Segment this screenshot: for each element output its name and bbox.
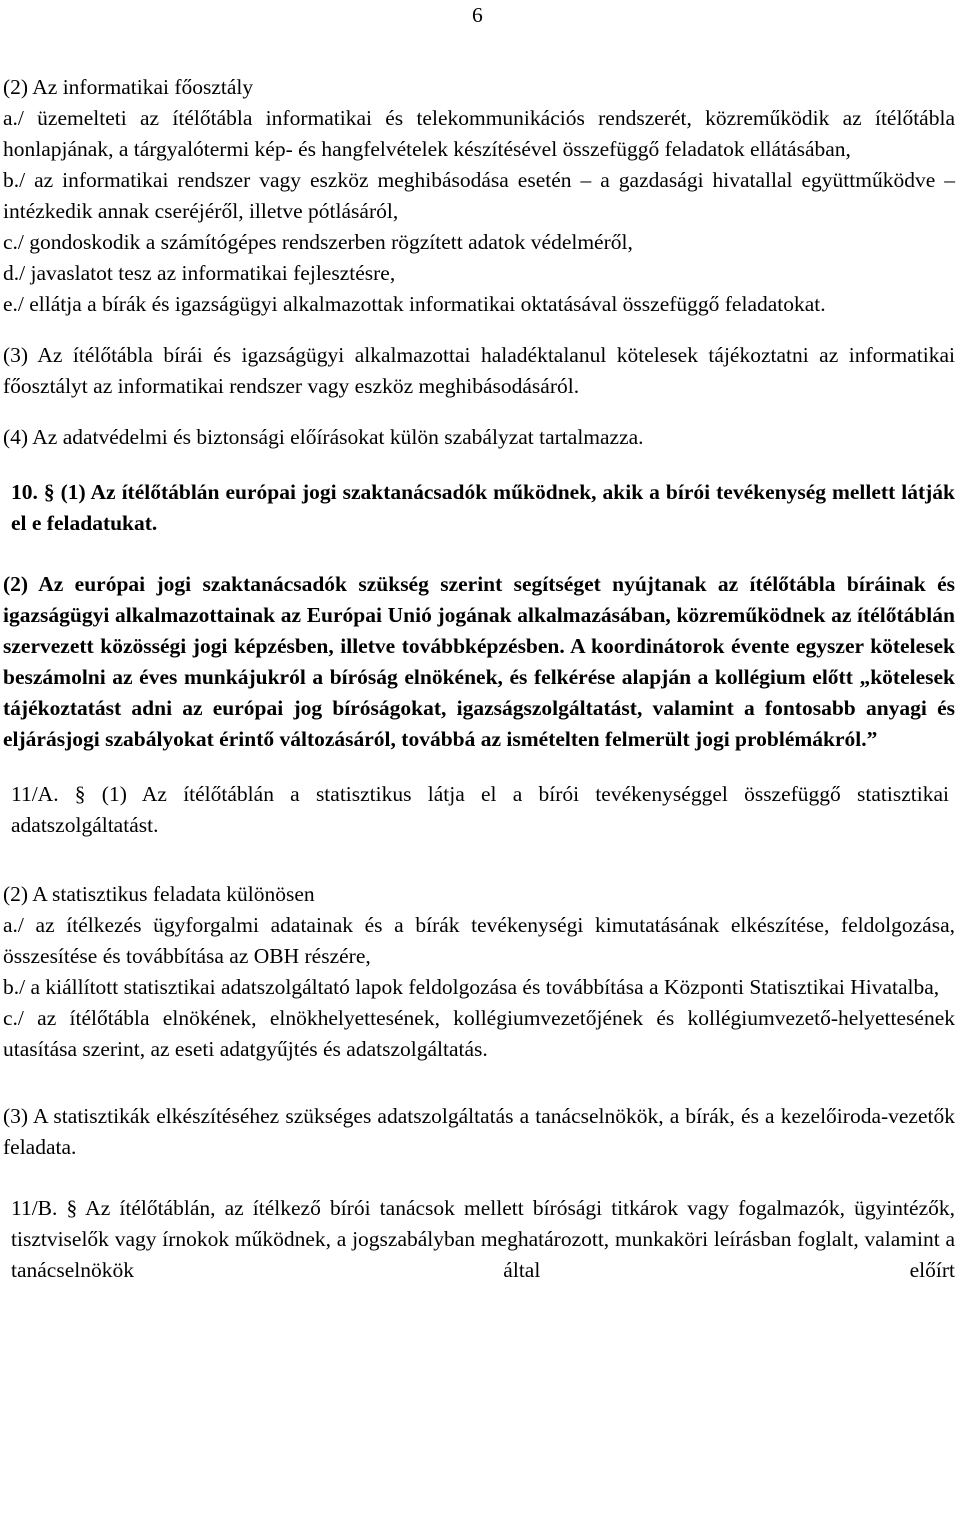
paragraph-4: (4) Az adatvédelmi és biztonsági előírásokat külön szabályzat tartalmazza. <box>3 425 644 449</box>
list-item-e: e./ ellátja a bírák és igazságügyi alkalmazottak informatikai oktatásával összefüggő feladatokat. <box>3 292 826 316</box>
section-11a-list-item-b: b./ a kiállított statisztikai adatszolgáltató lapok feldolgozása és továbbítása a Központi Statisztikai Hivatalba, <box>3 975 940 999</box>
section-11a-paragraph-2-heading: (2) A statisztikus feladata különösen <box>3 882 315 906</box>
section-10-paragraph-1: 10. § (1) Az ítélőtáblán európai jogi szaktanácsadók működnek, akik a bírói tevékenység mellett látják el e feladatukat. <box>11 480 955 535</box>
page-number: 6 <box>472 3 483 27</box>
section-11a-list-item-c: c./ az ítélőtábla elnökének, elnökhelyettesének, kollégiumvezetőjének és kollégiumvezető-helyettesének utasítása szerint, az eseti adatgyűjtés és adatszolgáltatás. <box>3 1006 955 1061</box>
list-item-d: d./ javaslatot tesz az informatikai fejlesztésre, <box>3 261 396 285</box>
section-11a-list-item-a: a./ az ítélkezés ügyforgalmi adatainak és a bírák tevékenységi kimutatásának elkészítése, feldolgozása, összesítése és továbbítása az OBH részére, <box>3 913 955 968</box>
document-body <box>3 72 955 1286</box>
list-item-c: c./ gondoskodik a számítógépes rendszerben rögzített adatok védelméről, <box>3 230 633 254</box>
list-item-a: a./ üzemelteti az ítélőtábla informatikai és telekommunikációs rendszerét, közreműködik az ítélőtábla honlapjának, a tárgyalótermi kép- és hangfelvételek készítésével összefüggő feladatok ellátásában, <box>3 106 955 161</box>
section-11b-paragraph: 11/B. § Az ítélőtáblán, az ítélkező bírói tanácsok mellett bírósági titkárok vagy fogalmazók, ügyintézők, tisztviselők vagy írnokok működnek, a jogszabályban meghatározott, munkaköri leírásban foglalt, valamint a tanácselnökök által előírt <box>11 1196 955 1282</box>
section-11a-paragraph-3: (3) A statisztikák elkészítéséhez szükséges adatszolgáltatás a tanácselnökök, a bírák, és a kezelőiroda-vezetők feladata. <box>3 1104 955 1159</box>
section-10-paragraph-2: (2) Az európai jogi szaktanácsadók szükség szerint segítséget nyújtanak az ítélőtábla bíráinak és igazságügyi alkalmazottainak az Európai Unió jogának alkalmazásában, közreműködnek az ítélőtáblán szervezett közösségi jogi képzésben, illetve továbbképzésben. A koordinátorok évente egyszer kötelesek beszámolni az éves munkájukról a bíróság elnökének, és felkérése alapján a kollégium előtt „kötelesek tájékoztatást adni az európai jog bíróságokat, igazságszolgáltatást, valamint a fontosabb anyagi és eljárásjogi szabályokat érintő változásáról, továbbá az ismételten felmerült jogi problémákról.” <box>3 572 955 751</box>
section-heading-it-department: (2) Az informatikai főosztály <box>3 75 254 99</box>
list-item-b: b./ az informatikai rendszer vagy eszköz meghibásodása esetén – a gazdasági hivatallal együttműködve – intézkedik annak cseréjéről, illetve pótlásáról, <box>3 168 955 223</box>
paragraph-3: (3) Az ítélőtábla bírái és igazságügyi alkalmazottai haladéktalanul kötelesek tájékoztatni az informatikai főosztályt az informatikai rendszer vagy eszköz meghibásodásáról. <box>3 343 955 398</box>
section-11a-paragraph-1: 11/A. § (1) Az ítélőtáblán a statisztikus látja el a bírói tevékenységgel összefüggő statisztikai adatszolgáltatást. <box>11 782 949 837</box>
